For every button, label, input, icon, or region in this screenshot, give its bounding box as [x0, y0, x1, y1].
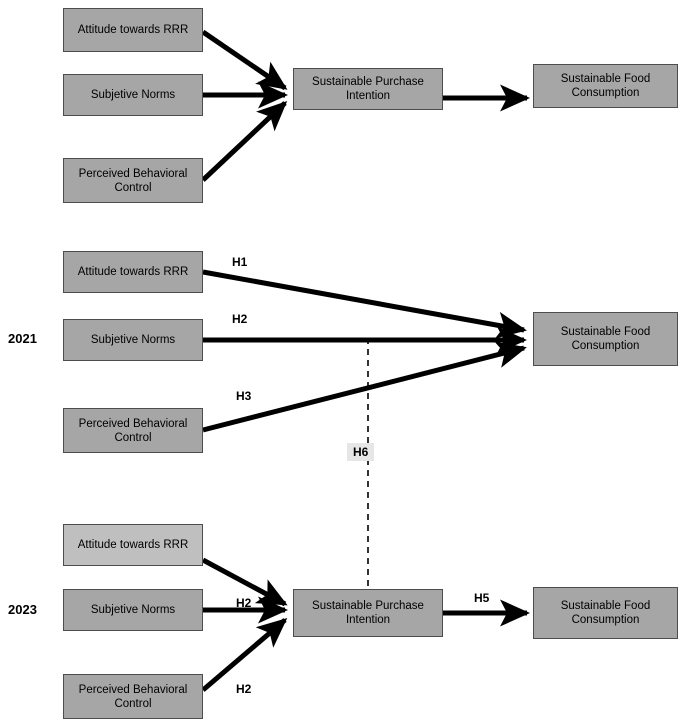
- edge-top-attitude-to-intention: [203, 32, 285, 88]
- year-label-2023: 2023: [8, 602, 37, 617]
- node-2021-control: Perceived Behavioral Control: [63, 408, 203, 453]
- node-2023-intention: Sustainable Purchase Intention: [293, 589, 443, 637]
- edge-label-h2-2021: H2: [232, 312, 248, 326]
- node-top-control: Perceived Behavioral Control: [63, 158, 203, 203]
- node-top-attitude: Attitude towards RRR: [63, 8, 203, 52]
- node-top-norms: Subjetive Norms: [63, 74, 203, 116]
- edge-2021-attitude-to-consumption: [203, 272, 524, 330]
- node-2021-consumption: Sustainable Food Consumption: [533, 312, 678, 366]
- node-2021-attitude: Attitude towards RRR: [63, 251, 203, 293]
- node-2021-norms: Subjetive Norms: [63, 319, 203, 361]
- edge-label-h2-2023-norms: H2: [236, 596, 252, 610]
- edge-2023-control-to-intention: [203, 620, 285, 690]
- edge-label-h3: H3: [236, 389, 252, 403]
- edge-label-h6-moderator: H6: [347, 443, 374, 461]
- node-top-consumption: Sustainable Food Consumption: [533, 64, 678, 108]
- edge-top-control-to-intention: [203, 103, 285, 180]
- edge-label-h2-2023-control: H2: [236, 682, 252, 696]
- year-label-2021: 2021: [8, 331, 37, 346]
- node-2023-consumption: Sustainable Food Consumption: [533, 587, 678, 639]
- edge-label-h5: H5: [474, 591, 490, 605]
- edge-label-h1: H1: [232, 255, 248, 269]
- node-top-intention: Sustainable Purchase Intention: [293, 68, 443, 110]
- node-2023-norms: Subjetive Norms: [63, 589, 203, 631]
- node-2023-control: Perceived Behavioral Control: [63, 674, 203, 719]
- node-2023-attitude: Attitude towards RRR: [63, 524, 203, 566]
